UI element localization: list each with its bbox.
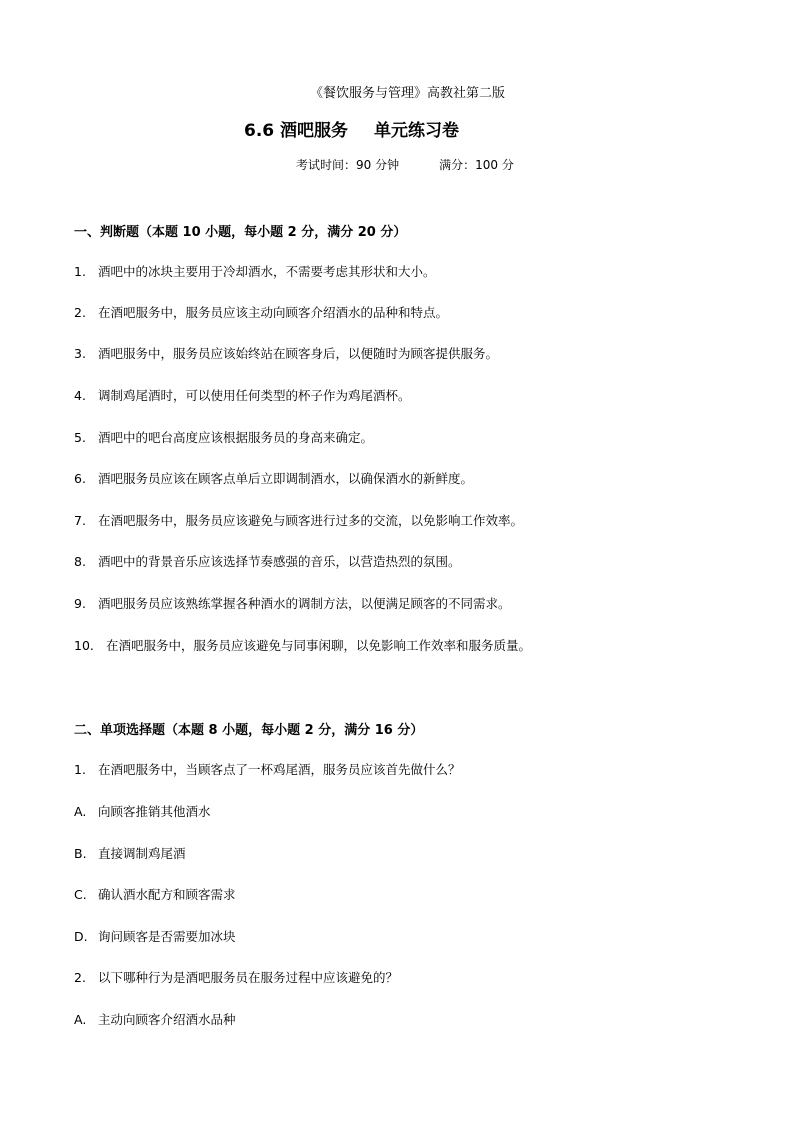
option-text: 主动向顾客介绍酒水品种 [97, 1012, 236, 1027]
question-item [74, 968, 398, 986]
option-label: D. [74, 929, 88, 944]
option-label: A. [74, 804, 87, 819]
question-item [74, 303, 448, 321]
title-unit-name: 单元练习卷 [374, 121, 460, 141]
question-number: 10. [74, 638, 94, 653]
question-text: 酒吧中的冰块主要用于冷却酒水，不需要考虑其形状和大小。 [97, 264, 436, 279]
option-text: 向顾客推销其他酒水 [97, 804, 211, 819]
question-number: 2. [74, 305, 86, 320]
question-number: 7. [74, 513, 86, 528]
full-score: 满分：100 分 [439, 158, 514, 172]
question-text: 在酒吧服务中，服务员应该避免与同事闲聊，以免影响工作效率和服务质量。 [105, 638, 531, 653]
question-item [74, 511, 523, 529]
question-item [74, 428, 373, 446]
question-item [74, 552, 461, 570]
question-number: 3. [74, 346, 86, 361]
question-number: 9. [74, 596, 86, 611]
section2-heading: 二、单项选择题（本题 8 小题，每小题 2 分，满分 16 分） [74, 723, 424, 738]
question-number: 2. [74, 970, 86, 985]
question-number: 8. [74, 554, 86, 569]
question-number: 1. [74, 264, 86, 279]
question-text: 在酒吧服务中，服务员应该主动向顾客介绍酒水的品种和特点。 [97, 305, 448, 320]
choice-option [74, 844, 186, 862]
title-section-number: 6.6 酒吧服务 [244, 121, 349, 141]
choice-option [74, 802, 211, 820]
question-number: 5. [74, 430, 86, 445]
question-item [74, 760, 461, 778]
section1-heading: 一、判断题（本题 10 小题，每小题 2 分，满分 20 分） [74, 225, 407, 240]
question-item [74, 386, 411, 404]
question-text: 酒吧服务员应该在顾客点单后立即调制酒水，以确保酒水的新鲜度。 [97, 471, 473, 486]
question-text: 酒吧中的背景音乐应该选择节奏感强的音乐，以营造热烈的氛围。 [97, 554, 461, 569]
question-text: 调制鸡尾酒时，可以使用任何类型的杯子作为鸡尾酒杯。 [97, 388, 411, 403]
option-text: 直接调制鸡尾酒 [97, 846, 186, 861]
option-text: 确认酒水配方和顾客需求 [97, 887, 236, 902]
question-text: 酒吧服务中，服务员应该始终站在顾客身后，以便随时为顾客提供服务。 [97, 346, 498, 361]
question-number: 4. [74, 388, 86, 403]
question-item [74, 262, 436, 280]
option-text: 询问顾客是否需要加冰块 [97, 929, 236, 944]
choice-option [74, 927, 236, 945]
question-text: 酒吧中的吧台高度应该根据服务员的身高来确定。 [97, 430, 373, 445]
textbook-subtitle: 《餐饮服务与管理》高教社第二版 [310, 86, 506, 101]
choice-option [74, 1010, 236, 1028]
question-text: 以下哪种行为是酒吧服务员在服务过程中应该避免的？ [97, 970, 398, 985]
question-text: 在酒吧服务中，当顾客点了一杯鸡尾酒，服务员应该首先做什么？ [97, 762, 461, 777]
question-number: 1. [74, 762, 86, 777]
question-text: 在酒吧服务中，服务员应该避免与顾客进行过多的交流，以免影响工作效率。 [97, 513, 523, 528]
question-number: 6. [74, 471, 86, 486]
question-item [74, 636, 531, 654]
question-text: 酒吧服务员应该熟练掌握各种酒水的调制方法，以便满足顾客的不同需求。 [97, 596, 511, 611]
question-item [74, 344, 498, 362]
option-label: C. [74, 887, 87, 902]
choice-option [74, 885, 236, 903]
exam-time: 考试时间：90 分钟 [296, 158, 400, 172]
page-title [244, 116, 459, 141]
option-label: B. [74, 846, 87, 861]
exam-meta [296, 156, 514, 173]
question-item [74, 469, 473, 487]
option-label: A. [74, 1012, 87, 1027]
question-item [74, 594, 511, 612]
